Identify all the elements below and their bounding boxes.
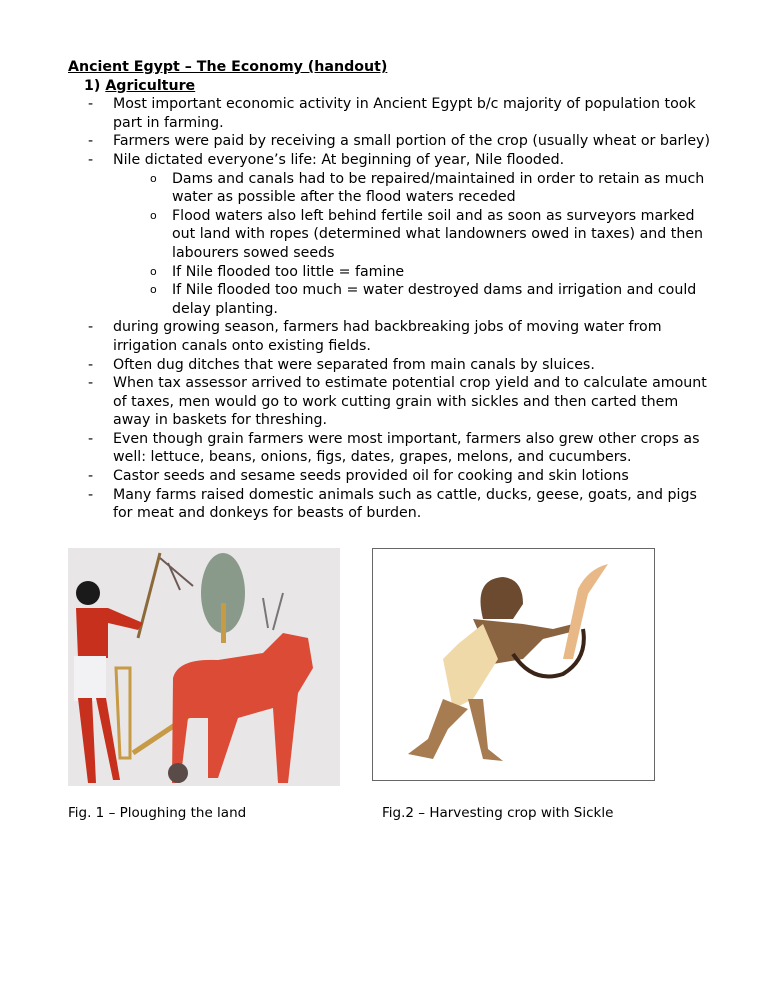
sub-bullet-list (113, 170, 713, 319)
sub-list-item: o If Nile flooded too little = famine (113, 263, 713, 282)
section-title: Agriculture (105, 77, 196, 94)
list-item-text: Most important economic activity in Ancient Egypt b/c majority of population took part in farming. (113, 96, 696, 131)
list-item (88, 467, 713, 486)
sub-list-item: o Flood waters also left behind fertile soil and as soon as surveyors marked out land with ropes (determined what landowners owed in taxes) and then labourers sowed seeds (113, 207, 713, 263)
list-item-text: Many farms raised domestic animals such as cattle, ducks, geese, goats, and pigs for meat and donkeys for beasts of burden. (113, 486, 697, 522)
section-number: 1) (84, 77, 101, 94)
list-item (88, 374, 713, 430)
figure-harvesting-image (372, 548, 655, 781)
list-item (88, 356, 713, 375)
list-item-text: Even though grain farmers were most important, farmers also grew other crops as well: lettuce, beans, onions, figs, dates, grapes, melons, and cucumbers. (113, 430, 700, 466)
figure-caption: Fig.2 – Harvesting crop with Sickle (382, 804, 614, 821)
figure-ploughing-image (68, 548, 340, 786)
list-item (88, 132, 713, 151)
list-item-text: during growing season, farmers had backbreaking jobs of moving water from irrigation canals onto existing fields. (113, 319, 662, 354)
sub-list-item: o Dams and canals had to be repaired/maintained in order to retain as much water as possible after the flood waters receded (113, 170, 713, 207)
list-item-text: Castor seeds and sesame seeds provided oil for cooking and skin lotions (113, 468, 629, 485)
list-item (88, 430, 713, 467)
list-item-text: When tax assessor arrived to estimate potential crop yield and to calculate amount of taxes, men would go to work cutting grain with sickles and then carted them away in baskets for threshing. (113, 375, 707, 429)
sub-list-item: o If Nile flooded too much = water destroyed dams and irrigation and could delay planting. (113, 281, 713, 318)
list-item (88, 151, 713, 318)
list-item (88, 486, 713, 523)
figure-2 (372, 548, 672, 823)
figure-1 (68, 548, 372, 823)
figure-caption: Fig. 1 – Ploughing the land (68, 804, 247, 821)
list-item-text: Farmers were paid by receiving a small portion of the crop (usually wheat or barley) (113, 133, 710, 150)
document-title: Ancient Egypt – The Economy (handout) (68, 59, 388, 75)
list-item (88, 318, 713, 355)
figures-row (68, 548, 713, 823)
list-item (88, 95, 713, 132)
section-heading (68, 77, 713, 96)
bullet-list (68, 95, 713, 523)
document-page (68, 0, 713, 822)
list-item-text: Often dug ditches that were separated from main canals by sluices. (113, 356, 595, 373)
list-item-text: Nile dictated everyone’s life: At beginning of year, Nile flooded. (113, 151, 565, 168)
